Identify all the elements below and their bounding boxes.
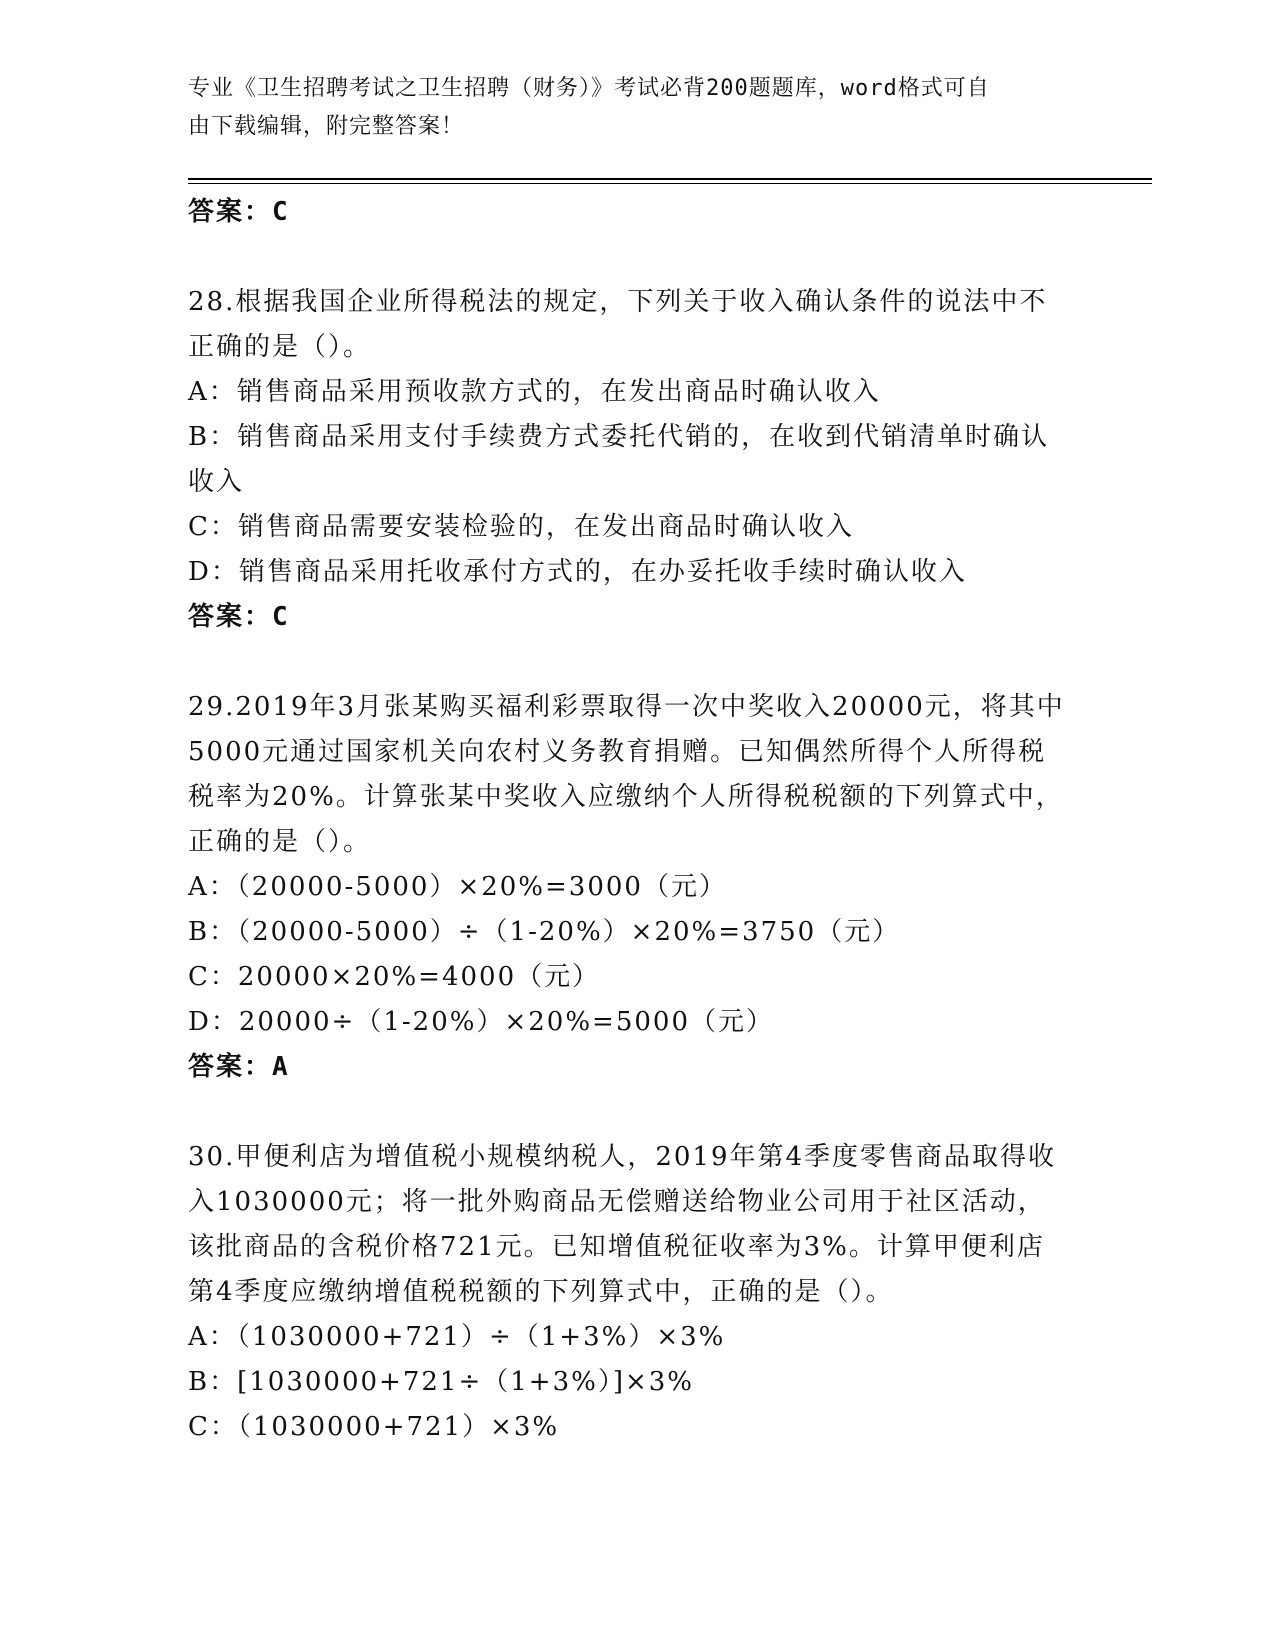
header-rule-thick: [188, 178, 1152, 180]
q30-stem-line-3: 该批商品的含税价格721元。已知增值税征收率为3%。计算甲便利店: [188, 1232, 1045, 1262]
q30-option-c: C：（1030000+721）×3%: [188, 1412, 560, 1442]
question-29: [188, 685, 1088, 1090]
q30-stem-line-4: 第4季度应缴纳增值税税额的下列算式中，正确的是（）。: [188, 1277, 894, 1307]
q30-stem-line-1: 30.甲便利店为增值税小规模纳税人，2019年第4季度零售商品取得收: [188, 1142, 1057, 1172]
q30-stem-line-2: 入1030000元；将一批外购商品无偿赠送给物业公司用于社区活动，: [188, 1187, 1046, 1217]
q28-option-b-line-2: 收入: [188, 467, 245, 497]
document-header: [188, 70, 1088, 146]
spacer: [188, 235, 1088, 280]
q29-stem-line-3: 税率为20%。计算张某中奖收入应缴纳个人所得税税额的下列算式中，: [188, 782, 1064, 812]
spacer: [188, 640, 1088, 685]
q28-option-a: A：销售商品采用预收款方式的，在发出商品时确认收入: [188, 377, 881, 407]
spacer: [188, 1090, 1088, 1135]
q29-stem-line-2: 5000元通过国家机关向农村义务教育捐赠。已知偶然所得个人所得税: [188, 737, 1047, 767]
q29-stem-line-4: 正确的是（）。: [188, 827, 372, 857]
header-line-1: 专业《卫生招聘考试之卫生招聘（财务）》考试必背200题题库，word格式可自: [188, 76, 990, 101]
q30-option-b: B：[1030000+721÷（1+3%）]×3%: [188, 1367, 694, 1397]
question-28: [188, 280, 1088, 640]
q29-option-b: B：（20000-5000）÷（1-20%）×20%=3750（元）: [188, 917, 901, 947]
q29-answer: 答案：A: [188, 1052, 290, 1082]
question-30: [188, 1135, 1088, 1450]
q29-option-d: D：20000÷（1-20%）×20%=5000（元）: [188, 1007, 774, 1037]
q28-option-d: D：销售商品采用托收承付方式的，在办妥托收手续时确认收入: [188, 557, 967, 587]
q30-option-a: A：（1030000+721）÷（1+3%）×3%: [188, 1322, 726, 1352]
q29-stem-line-1: 29.2019年3月张某购买福利彩票取得一次中奖收入20000元，将其中: [188, 692, 1065, 722]
header-rule-thin: [188, 183, 1152, 184]
q28-stem-line-2: 正确的是（）。: [188, 332, 372, 362]
header-line-2: 由下载编辑，附完整答案！: [188, 114, 465, 139]
q28-answer: 答案：C: [188, 602, 290, 632]
q28-option-c: C：销售商品需要安装检验的，在发出商品时确认收入: [188, 512, 854, 542]
q29-option-c: C：20000×20%=4000（元）: [188, 962, 601, 992]
q28-option-b-line-1: B：销售商品采用支付手续费方式委托代销的，在收到代销清单时确认: [188, 422, 1050, 452]
answer-previous: 答案：C: [188, 197, 290, 227]
q28-stem-line-1: 28.根据我国企业所得税法的规定，下列关于收入确认条件的说法中不: [188, 287, 1048, 317]
document-body: [188, 190, 1088, 1450]
q29-option-a: A：（20000-5000）×20%=3000（元）: [188, 872, 727, 902]
